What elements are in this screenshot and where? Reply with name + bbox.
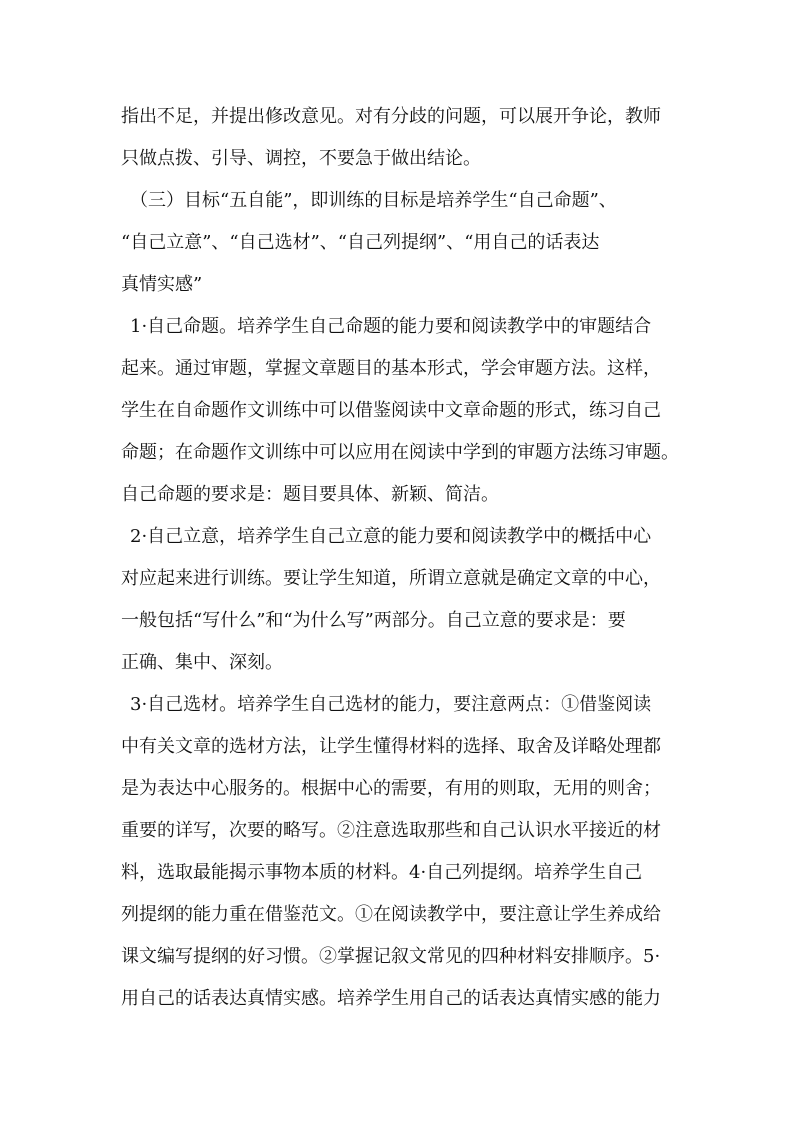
paragraph-start-line: 3·自己选材。培养学生自己选材的能力，要注意两点：①借鉴阅读	[130, 694, 652, 715]
text-line: 起来。通过审题，掌握文章题目的基本形式，学会审题方法。这样，	[121, 358, 661, 379]
text-line: 学生在自命题作文训练中可以借鉴阅读中文章命题的形式，练习自己	[121, 400, 661, 421]
paragraph-start-line: 2·自己立意，培养学生自己立意的能力要和阅读教学中的概括中心	[130, 526, 652, 547]
text-line: 只做点拨、引导、调控，不要急于做出结论。	[121, 148, 481, 169]
text-line: 正确、集中、深刻。	[121, 652, 283, 673]
text-line: 指出不足，并提出修改意见。对有分歧的问题，可以展开争论，教师	[121, 106, 661, 127]
text-line: 对应起来进行训练。要让学生知道，所谓立意就是确定文章的中心，	[121, 568, 661, 589]
text-line: 真情实感”	[121, 274, 203, 295]
section-heading-line: （三）目标“五自能”，即训练的目标是培养学生“自己命题”、	[130, 190, 617, 211]
paragraph-start-line: 1·自己命题。培养学生自己命题的能力要和阅读教学中的审题结合	[130, 316, 652, 337]
text-line: 命题；在命题作文训练中可以应用在阅读中学到的审题方法练习审题。	[121, 442, 679, 463]
text-line: 课文编写提纲的好习惯。②掌握记叙文常见的四种材料安排顺序。5·	[121, 946, 661, 967]
text-line: 中有关文章的选材方法，让学生懂得材料的选择、取舍及详略处理都	[121, 736, 661, 757]
text-line: 自己命题的要求是：题目要具体、新颖、简洁。	[121, 484, 499, 505]
text-line: 一般包括“写什么”和“为什么写”两部分。自己立意的要求是：要	[121, 610, 626, 631]
text-line: 料，选取最能揭示事物本质的材料。4·自己列提纲。培养学生自己	[121, 862, 643, 883]
text-line: 重要的详写，次要的略写。②注意选取那些和自己认识水平接近的材	[121, 820, 661, 841]
text-line: 用自己的话表达真情实感。培养学生用自己的话表达真情实感的能力	[121, 988, 661, 1009]
text-line: 列提纲的能力重在借鉴范文。①在阅读教学中，要注意让学生养成给	[121, 904, 661, 925]
text-line: “自己立意”、“自己选材”、“自己列提纲”、“用自己的话表达	[121, 232, 600, 253]
document-body	[121, 96, 681, 1020]
text-line: 是为表达中心服务的。根据中心的需要，有用的则取，无用的则舍；	[121, 778, 661, 799]
